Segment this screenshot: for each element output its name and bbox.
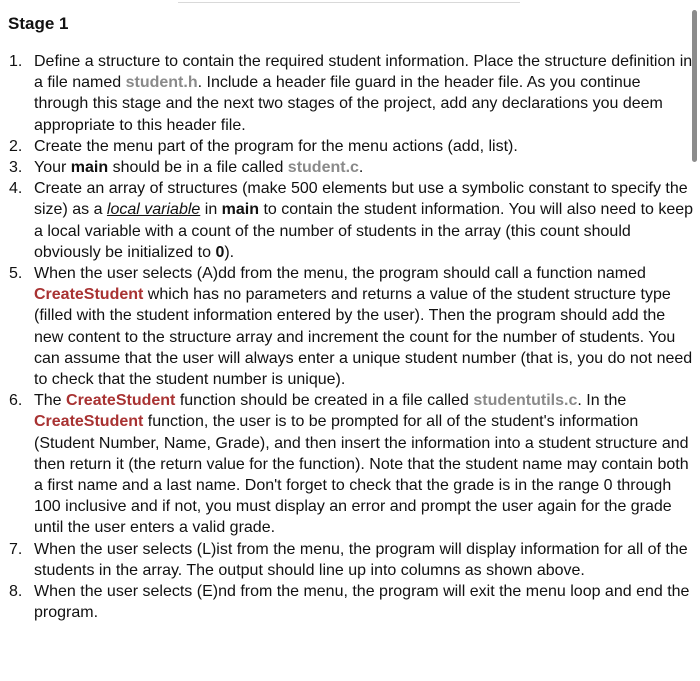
- emphasis-text: local variable: [106, 201, 201, 219]
- emphasis-text: main: [70, 159, 109, 177]
- item-number: 1.: [9, 53, 23, 70]
- function-name-text: CreateStudent: [34, 413, 144, 431]
- item-text: [34, 392, 689, 536]
- top-divider: [178, 2, 520, 3]
- item-number: 4.: [9, 180, 23, 198]
- text-segment: Create the menu part of the program for the menu actions (add, list).: [34, 137, 518, 155]
- text-segment: in: [200, 201, 222, 219]
- list-item: [0, 136, 694, 157]
- text-segment: . In the: [577, 392, 627, 410]
- item-text: [34, 583, 689, 621]
- list-item: [0, 390, 694, 538]
- item-number: 8.: [9, 583, 23, 601]
- text-segment: . Include a header file guard in the header file. As you continue through this stage and the next two stages of the project, add any declarations you deem appropriate to this header file.: [34, 74, 663, 134]
- list-item: [0, 51, 694, 136]
- function-name-text: CreateStudent: [34, 286, 144, 304]
- text-segment: which has no parameters and returns a value of the student structure type (filled with the student information entered by the user). Then the program should add the new content to the structure array and increment the count for the number of students. You can assume that the user will always enter a unique student number (that is, you do not need to check that the student number is unique).: [34, 286, 693, 389]
- emphasis-text: 0: [215, 243, 225, 261]
- filename-text: student.c: [287, 159, 359, 177]
- item-text: [34, 180, 693, 261]
- item-number: 7.: [9, 540, 23, 558]
- text-segment: to contain the student information. You will also need to keep a local variable with a count of the number of students in the array (this count should obviously be initialized to: [34, 201, 694, 261]
- list-item: [0, 157, 694, 178]
- text-segment: When the user selects (L)ist from the menu, the program will display information for all of the students in the array. The output should line up into columns as shown above.: [34, 540, 688, 579]
- filename-text: student.h: [125, 74, 198, 92]
- item-number: 6.: [9, 392, 23, 410]
- function-name-text: CreateStudent: [66, 392, 176, 410]
- list-item: [0, 539, 694, 581]
- item-text: [34, 265, 692, 388]
- list-item: [0, 581, 694, 623]
- list-item: [0, 263, 694, 390]
- instruction-list: [0, 51, 694, 623]
- text-segment: Define a structure to contain the required student information. Place the structure definition in a file named: [34, 53, 693, 92]
- item-text: [34, 541, 688, 579]
- item-number: 5.: [9, 265, 23, 283]
- item-number: 2.: [9, 137, 23, 155]
- page-title: Stage 1: [8, 14, 69, 33]
- text-segment: When the user selects (E)nd from the menu, the program will exit the menu loop and end the program.: [34, 583, 690, 622]
- item-text: [34, 53, 692, 134]
- text-segment: Your: [34, 159, 71, 177]
- text-segment: ).: [224, 243, 235, 261]
- text-segment: function should be created in a file called: [175, 392, 474, 410]
- list-item: [0, 178, 694, 263]
- item-number: 3.: [9, 159, 23, 177]
- text-segment: should be in a file called: [108, 159, 288, 177]
- text-segment: .: [358, 159, 364, 177]
- text-segment: When the user selects (A)dd from the menu, the program should call a function named: [34, 265, 646, 283]
- text-segment: The: [34, 392, 67, 410]
- item-text: [34, 138, 518, 155]
- filename-text: studentutils.c: [473, 392, 578, 410]
- item-text: [34, 159, 363, 176]
- text-segment: function, the user is to be prompted for all of the student's information (Student Number, Name, Grade), and then insert the information into a student structure and then return it (the return value for the function). Note that the student name may contain both a first name and a last name. Don't forget to check that the grade is in the range 0 through 100 inclusive and if not, you must display an error and prompt the user again for the grade until the user enters a valid grade.: [34, 413, 689, 537]
- text-segment: Create an array of structures (make 500 elements but use a symbolic constant to specify the size) as a: [34, 180, 688, 219]
- emphasis-text: main: [221, 201, 259, 219]
